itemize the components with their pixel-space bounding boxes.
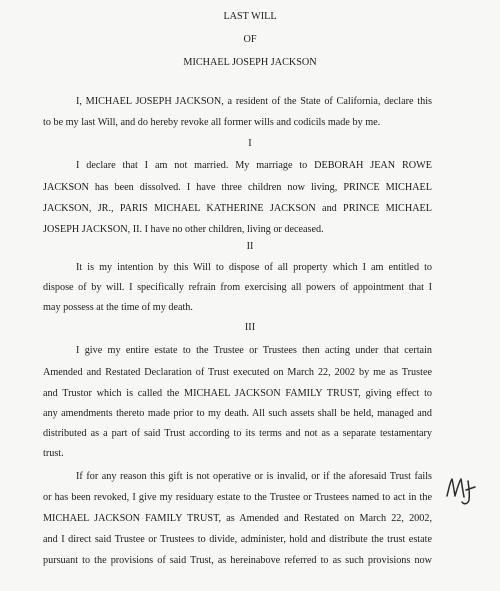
handwritten-initials (445, 472, 479, 506)
article-numeral: III (244, 322, 256, 333)
article-line: distributed as a part of said Trust according to its terms and not as a separate testamentary (43, 428, 432, 439)
testator-name: MICHAEL JOSEPH JACKSON (183, 57, 317, 68)
intro-line: I, MICHAEL JOSEPH JACKSON, a resident of the State of California, declare this (76, 96, 432, 107)
article-line: MICHAEL JACKSON FAMILY TRUST, as Amended and Restated on March 22, 2002, (43, 513, 432, 524)
article-line: may possess at the time of my death. (43, 302, 193, 313)
article-line: trust. (43, 448, 64, 459)
document-of-line: OF (243, 34, 257, 45)
article-line: I declare that I am not married. My marriage to DEBORAH JEAN ROWE (76, 160, 432, 171)
article-numeral: II (246, 241, 254, 252)
article-line: and Trustor which is called the MICHAEL JACKSON FAMILY TRUST, giving effect to (43, 388, 432, 399)
article-line: Amended and Restated Declaration of Trust executed on March 22, 2002 by me as Trustee (43, 367, 432, 378)
article-line: I give my entire estate to the Trustee or Trustees then acting under that certain (76, 345, 432, 356)
article-line: any amendments thereto made prior to my death. All such assets shall be held, managed and (43, 408, 432, 419)
article-line: JOSEPH JACKSON, II. I have no other children, living or deceased. (43, 224, 324, 235)
article-numeral: I (248, 138, 252, 149)
article-line: and I direct said Trustee or Trustees to divide, administer, hold and distribute the trust estate (43, 534, 432, 545)
article-line: JACKSON, JR., PARIS MICHAEL KATHERINE JACKSON and PRINCE MICHAEL (43, 203, 432, 214)
article-line: JACKSON has been dissolved. I have three children now living, PRINCE MICHAEL (43, 182, 432, 193)
article-line: or has been revoked, I give my residuary estate to the Trustee or Trustees named to act in the (43, 492, 432, 503)
article-line: It is my intention by this Will to dispose of all property which I am entitled to (76, 262, 432, 273)
article-line: dispose of by will. I specifically refrain from exercising all powers of appointment that I (43, 282, 432, 293)
document-title: LAST WILL (223, 11, 277, 22)
intro-line: to be my last Will, and do hereby revoke all former wills and codicils made by me. (43, 117, 381, 128)
article-line: pursuant to the provisions of said Trust, as hereinabove referred to as such provisions now (43, 555, 432, 566)
article-line: If for any reason this gift is not operative or is invalid, or if the aforesaid Trust fails (76, 471, 432, 482)
